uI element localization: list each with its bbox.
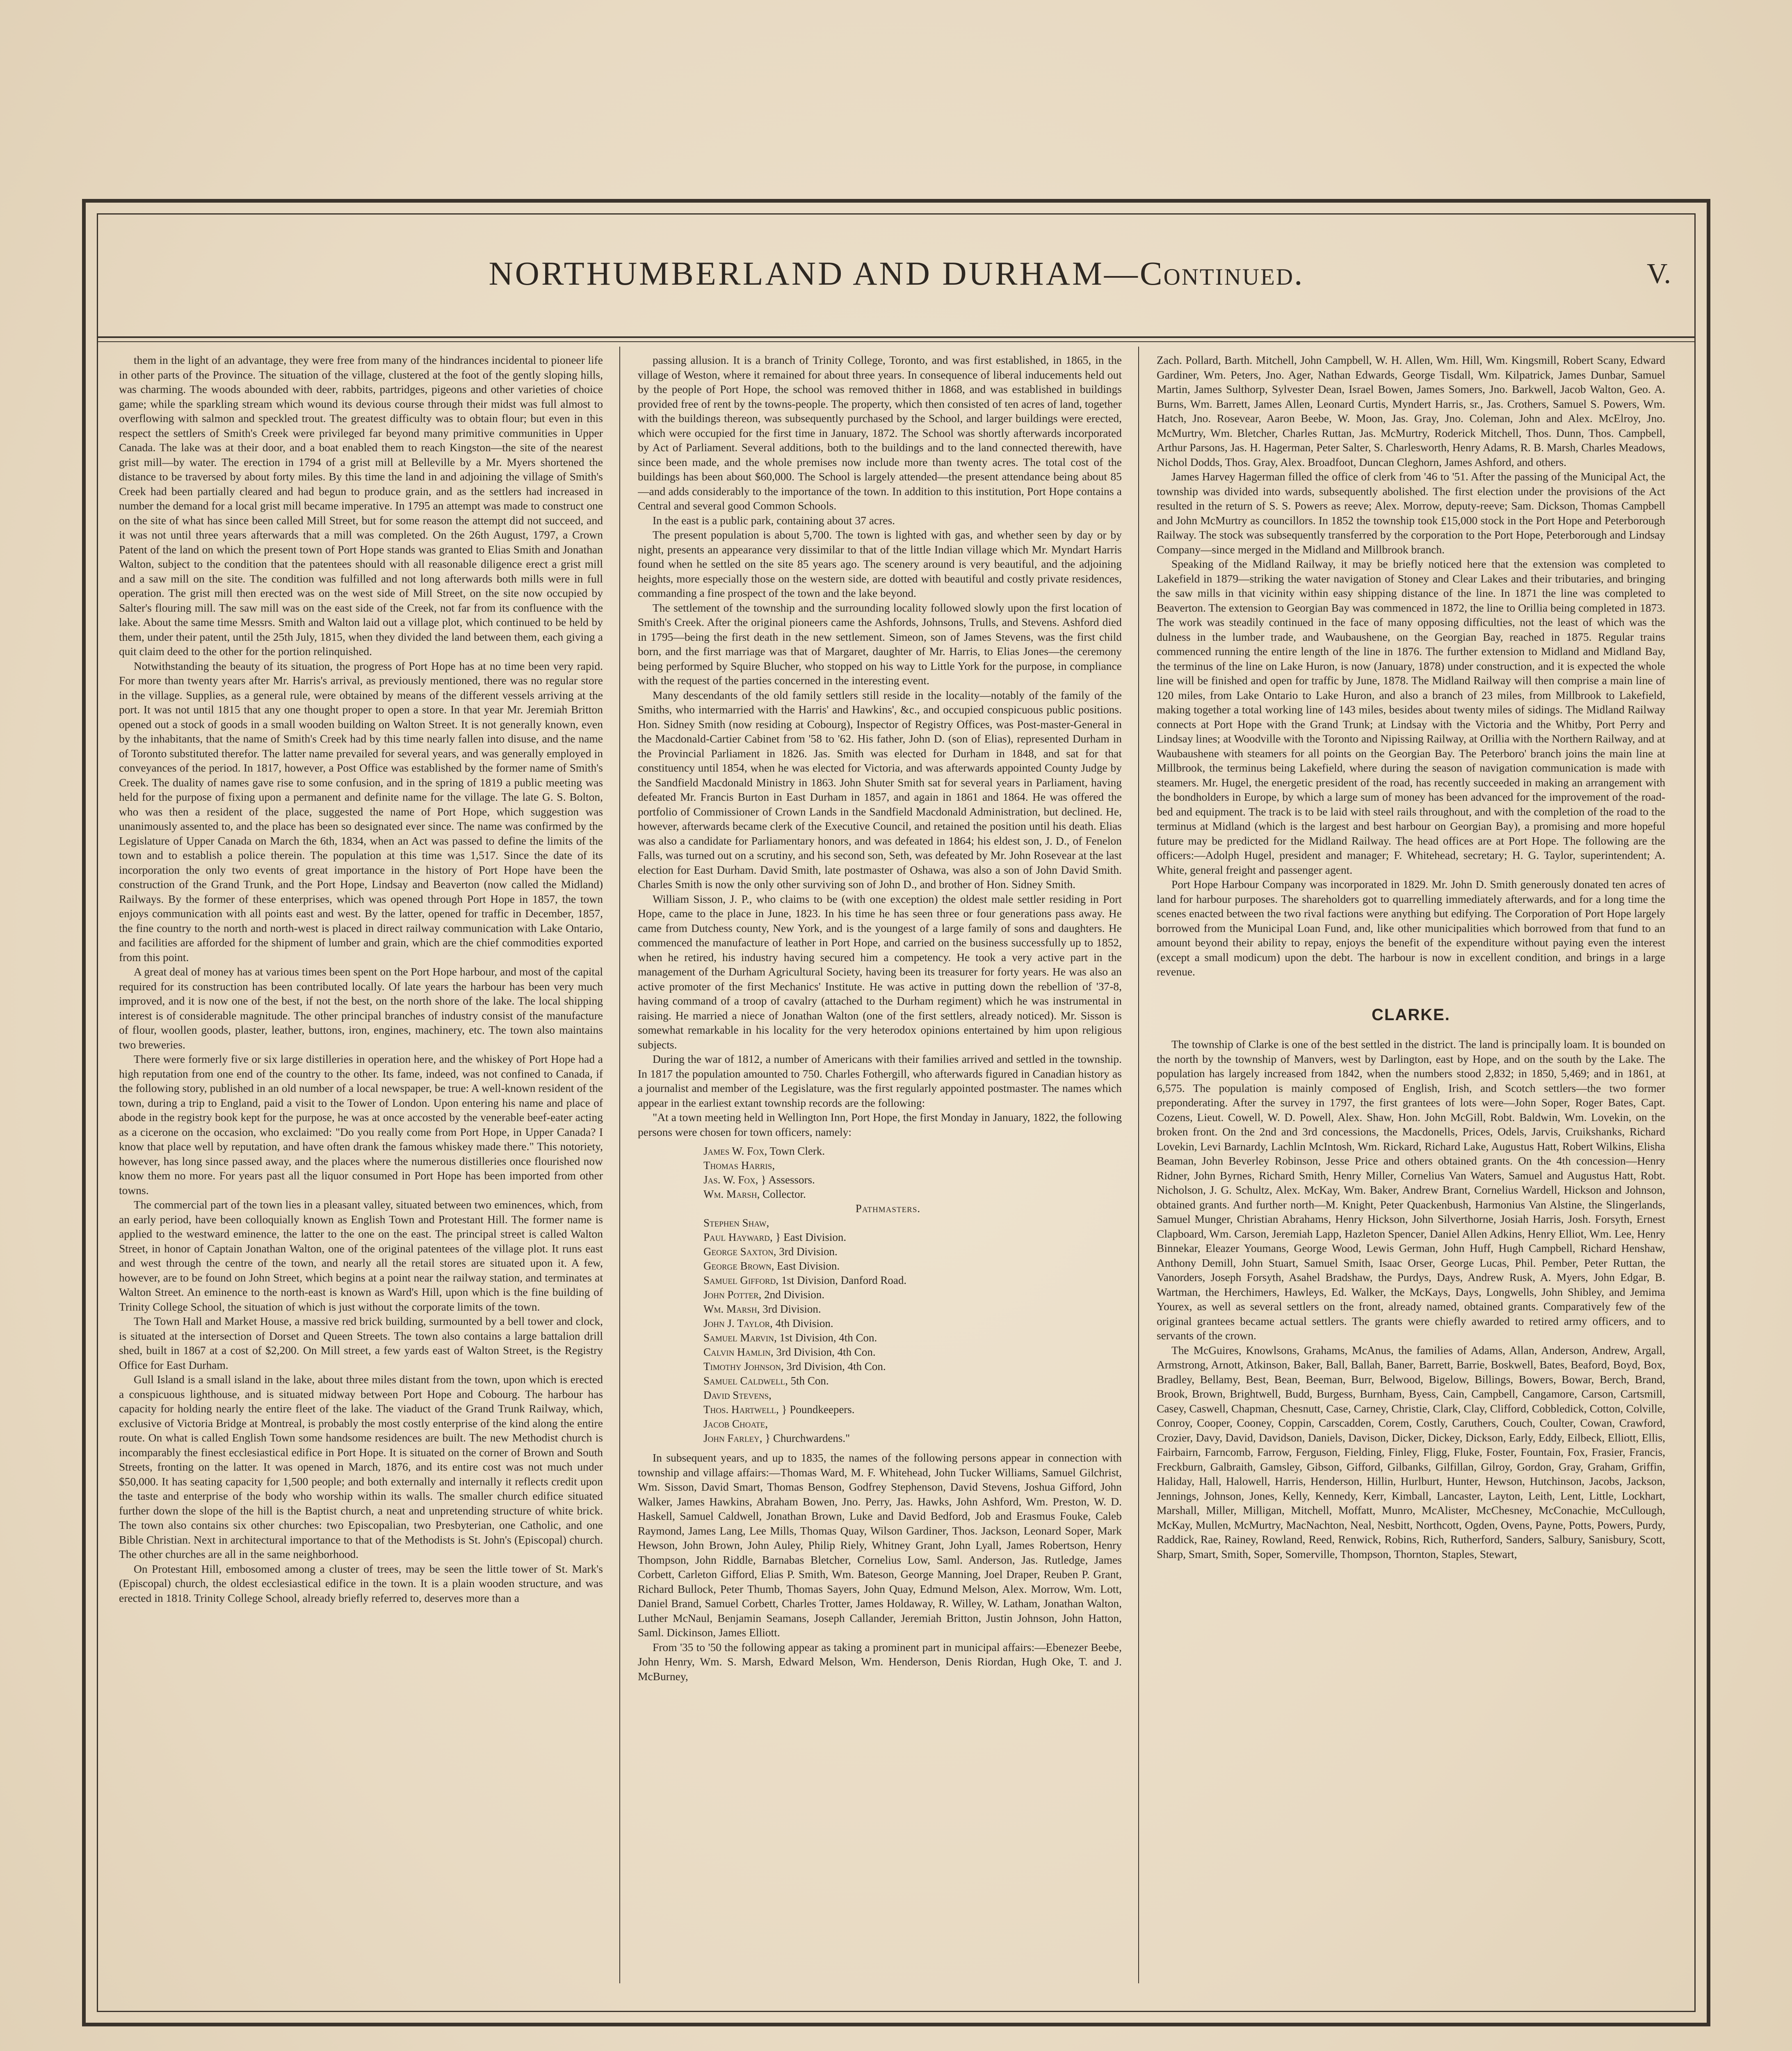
brace-icon: } bbox=[761, 1174, 767, 1186]
officer-name: George Saxton, bbox=[703, 1245, 776, 1258]
paragraph: The settlement of the township and the surrounding locality followed slowly upon the first location of Smith's Creek. After the original pioneers came the Ashfords, Johnsons, Trulls, and Stevens. Ashford died in 1795—being the first death in the new settlement. Simeon, son of James Stevens, was the first child born, and the first marriage was that of Margaret, daughter of Mr. Harris, to Elias Jones—the ceremony being performed by Squire Blucher, who stopped on his way to Little York for the purpose, in compliance with the request of the parties concerned in the interesting event. bbox=[638, 601, 1122, 687]
text-column-3 bbox=[1157, 353, 1665, 1977]
paragraph: A great deal of money has at various times been spent on the Port Hope harbour, and most of the capital required for its construction has been contributed locally. Of late years the harbour has been very much improved, and it is now one of the best, if not the best, on the north shore of the lake. The local shipping interest is of considerable magnitude. The other principal branches of industry consist of the manufacture of flour, woollen goods, plaster, leather, buttons, iron, engines, machinery, etc. The town also maintains two breweries. bbox=[119, 965, 603, 1051]
brace-icon: } bbox=[765, 1432, 771, 1444]
officer-role: Churchwardens." bbox=[773, 1432, 850, 1444]
officer-row bbox=[703, 1288, 1122, 1302]
officer-row bbox=[703, 1245, 1122, 1259]
officer-row bbox=[703, 1388, 1122, 1402]
text-column-1 bbox=[119, 353, 603, 1977]
paragraph: Many descendants of the old family settlers still reside in the locality—notably of the family of the Smiths, who intermarried with the Harris' and Hawkins', &c., and occupied conspicuous public positions. Hon. Sidney Smith (now residing at Cobourg), Inspector of Registry Offices, was Post-master-General in the Macdonald-Cartier Cabinet from '58 to '62. His father, John D. (son of Elias), represented Durham in the Provincial Parliament in 1826. Jas. Smith was elected for Durham in 1848, and sat for that constituency until 1854, when he was elected for Victoria, and was afterwards appointed County Judge by the Sandfield Macdonald Ministry in 1863. John Shuter Smith sat for several years in Parliament, having defeated Mr. Francis Burton in East Durham in 1857, and again in 1861 and 1864. He was offered the portfolio of Commissioner of Crown Lands in the Sandfield Macdonald Administration, but declined. He, however, afterwards became clerk of the Executive Council, and retained the position until his death. Elias was also a candidate for Parliamentary honors, and was defeated in 1864; his eldest son, J. D., of Fenelon Falls, was turned out on a scrutiny, and his second son, Seth, was defeated by Mr. John Rosevear at the last election for East Durham. David Smith, late postmaster of Oshawa, was also a son of John David Smith. Charles Smith is now the only other surviving son of John D., and brother of Hon. Sidney Smith. bbox=[638, 688, 1122, 891]
officer-role: 2nd Division. bbox=[764, 1288, 825, 1301]
title-continued: Continued. bbox=[1139, 255, 1304, 292]
officer-role: 3rd Division. bbox=[762, 1303, 821, 1315]
officer-row bbox=[703, 1144, 1122, 1158]
officer-row bbox=[703, 1173, 1122, 1187]
officer-row bbox=[703, 1187, 1122, 1201]
officer-name: Wm. Marsh, bbox=[703, 1188, 760, 1200]
paragraph: William Sisson, J. P., who claims to be (with one exception) the oldest male settler residing in Port Hope, came to the place in June, 1823. In his time he has seen three or four generations pass away. He came from Dutchess county, New York, and is the youngest of a large family of sons and daughters. He commenced the manufacture of leather in Port Hope, and carried on the business successfully up to 1852, when he retired, his industry having secured him a competency. He took a very active part in the management of the Durham Agricultural Society, having been its treasurer for forty years. He was also an active promoter of the first Mechanics' Institute. He was active in putting down the rebellion of '37-8, having command of a troop of cavalry (attached to the Durham regiment) which he was instrumental in raising. He married a niece of Jonathan Walton (one of the first settlers, already noticed). Mr. Sisson is somewhat remarkable in his locality for the very heterodox opinions entertained by him upon religious subjects. bbox=[638, 892, 1122, 1051]
officer-role: East Division. bbox=[777, 1260, 840, 1272]
page-title bbox=[97, 254, 1696, 293]
officer-name: Samuel Marvin, bbox=[703, 1332, 777, 1344]
officer-row bbox=[703, 1374, 1122, 1388]
officer-row bbox=[703, 1345, 1122, 1359]
paragraph: The present population is about 5,700. The town is lighted with gas, and whether seen by day or by night, presents an appearance very dissimilar to that of the little Indian village which Mr. Myndart Harris found when he settled on the site 85 years ago. The scenery around is very beautiful, and the adjoining heights, more especially those on the western side, are dotted with beautiful and costly private residences, commanding a fine prospect of the town and the lake beyond. bbox=[638, 528, 1122, 599]
paragraph: passing allusion. It is a branch of Trinity College, Toronto, and was first established, in 1865, in the village of Weston, where it remained for about three years. In consequence of liberal inducements held out by the people of Port Hope, the school was removed thither in 1868, and was established in buildings provided free of rent by the towns-people. The property, which then consisted of ten acres of land, together with the buildings thereon, was subsequently purchased by the School, and larger buildings were erected, which were occupied for the first time in January, 1872. The School was shortly afterwards incorporated by Act of Parliament. Several additions, both to the buildings and to the land connected therewith, have since been made, and the whole premises now include more than twenty acres. The total cost of the buildings has been about $60,000. The School is largely attended—the present attendance being about 85—and adds considerably to the importance of the town. In addition to this institution, Port Hope contains a Central and several good Common Schools. bbox=[638, 354, 1122, 512]
officer-row bbox=[703, 1273, 1122, 1288]
officer-role: Assessors. bbox=[768, 1174, 815, 1186]
officer-name: Stephen Shaw, bbox=[703, 1217, 769, 1229]
paragraph: Gull Island is a small island in the lake, about three miles distant from the town, upon which is erected a conspicuous lighthouse, and is situated midway between Port Hope and Cobourg. The harbour has capacity for holding nearly the entire fleet of the lake. The viaduct of the Grand Trunk Railway, which, exclusive of Victoria Bridge at Montreal, is probably the most costly enterprise of the kind along the entire route. On what is called English Town some handsome residences are built. The new Methodist church is incomparably the finest ecclesiastical edifice in Port Hope. It is situated on the corner of Brown and South Streets, fronting on the latter. It was opened in March, 1876, and its entire cost was not much under $50,000. It has seating capacity for 1,500 people; and both externally and internally it reflects credit upon the taste and enterprise of the body who worship within its walls. The smaller church edifice situated further down the slope of the hill is the Baptist church, a neat and unpretending structure of white brick. The town also contains six other churches: two Episcopalian, two Presbyterian, one Catholic, and one Bible Christian. Next in architectural importance to that of the Methodists is St. John's (Episcopal) church. The other churches are all in the same neighborhood. bbox=[119, 1373, 603, 1560]
paragraph: The commercial part of the town lies in a pleasant valley, situated between two eminences, which, from an early period, have been colloquially known as English Town and Protestant Hill. The former name is applied to the westward eminence, the latter to the one on the east. The principal street is called Walton Street, in honor of Captain Jonathan Walton, one of the original patentees of the village plot. It runs east and west through the centre of the town, and nearly all the retail stores are situated upon it. A few, however, are to be found on John Street, which begins at a point near the railway station, and terminates at Walton Street. An eminence to the north-east is known as Ward's Hill, upon which is the fine building of Trinity College School, the situation of which is just without the corporate limits of the town. bbox=[119, 1198, 603, 1313]
paragraph: On Protestant Hill, embosomed among a cluster of trees, may be seen the little tower of St. Mark's (Episcopal) church, the oldest ecclesiastical edifice in the town. It is a plain wooden structure, and was erected in 1818. Trinity College School, already briefly referred to, deserves more than a bbox=[119, 1562, 603, 1604]
officer-role: 1st Division, 4th Con. bbox=[779, 1332, 877, 1344]
officer-name: Samuel Caldwell, bbox=[703, 1375, 788, 1387]
officer-name: Timothy Johnson, bbox=[703, 1360, 784, 1373]
officer-name: Jas. W. Fox, bbox=[703, 1174, 758, 1186]
officer-role: 3rd Division, 4th Con. bbox=[776, 1346, 876, 1358]
paragraph: Notwithstanding the beauty of its situation, the progress of Port Hope has at no time been very rapid. For more than twenty years after Mr. Harris's arrival, as previously mentioned, there was no regular store in the village. Supplies, as a general rule, were obtained by means of the different vessels arriving at the port. It was not until 1815 that any one thought proper to open a store. In that year Mr. Jeremiah Britton opened out a stock of goods in a small wooden building on Walton Street. It is not generally known, even by the inhabitants, that the name of Smith's Creek had by this time nearly fallen into disuse, and the name of Toronto substituted therefor. The latter name prevailed for several years, and was generally employed in conveyances of the period. In 1817, however, a Post Office was established by the former name of Smith's Creek. The duality of names gave rise to some confusion, and in the spring of 1819 a public meeting was held for the purpose of fixing upon a permanent and definite name for the village. The late G. S. Bolton, who was then a resident of the place, suggested the name of Port Hope, which suggestion was unanimously assented to, and the place has been so designated ever since. The name was confirmed by the Legislature of Upper Canada on March the 6th, 1834, when an Act was passed to define the limits of the town and to establish a police therein. The population at this time was 1,517. Since the date of its incorporation the only two events of great importance in the history of Port Hope have been the construction of the Grand Trunk, and the Port Hope, Lindsay and Beaverton (now called the Midland) Railways. By the former of these enterprises, which was opened through Port Hope in 1857, the town enjoys communication with all points east and west. By the latter, opened for traffic in December, 1857, the fine country to the north and north-west is placed in direct railway communication with Lake Ontario, and facilities are afforded for the shipment of lumber and grain, which are the chief commodities exported from this point. bbox=[119, 659, 603, 964]
officer-role: 3rd Division. bbox=[779, 1245, 838, 1258]
officer-role: Collector. bbox=[762, 1188, 806, 1200]
officer-name: John J. Taylor, bbox=[703, 1317, 773, 1329]
paragraph: From '35 to '50 the following appear as taking a prominent part in municipal affairs:—Ebenezer Beebe, John Henry, Wm. S. Marsh, Edward Melson, Wm. Henderson, Denis Riordan, Hugh Oke, T. and J. McBurney, bbox=[638, 1640, 1122, 1683]
officer-role: 1st Division, Danford Road. bbox=[781, 1274, 907, 1286]
officer-row bbox=[703, 1230, 1122, 1245]
page-number: V. bbox=[1646, 258, 1671, 290]
officer-name: Thomas Harris, bbox=[703, 1159, 775, 1172]
officer-row bbox=[703, 1158, 1122, 1173]
officer-row bbox=[703, 1402, 1122, 1417]
title-main: NORTHUMBERLAND AND DURHAM— bbox=[489, 255, 1140, 292]
paragraph: Port Hope Harbour Company was incorporated in 1829. Mr. John D. Smith generously donated ten acres of land for harbour purposes. The shareholders got to quarrelling immediately afterwards, and for a long time the scenes enacted between the two rival factions were anything but edifying. The Corporation of Port Hope largely borrowed from the Municipal Loan Fund, and, like other municipalities which borrowed from that fund to an amount beyond their ability to repay, enjoys the benefit of the expenditure without paying even the interest (except a small modicum) upon the debt. The harbour is now in excellent condition, and brings in a large revenue. bbox=[1157, 878, 1665, 978]
officer-name: Paul Hayward, bbox=[703, 1231, 773, 1243]
officer-row bbox=[703, 1302, 1122, 1316]
officer-row bbox=[703, 1431, 1122, 1446]
officer-row bbox=[703, 1316, 1122, 1331]
officer-name: John Farley, bbox=[703, 1432, 762, 1444]
officer-name: David Stevens, bbox=[703, 1389, 772, 1401]
officer-role: 3rd Division, 4th Con. bbox=[786, 1360, 886, 1373]
brace-icon: } bbox=[781, 1403, 787, 1416]
paragraph: James Harvey Hagerman filled the office of clerk from '46 to '51. After the passing of the Municipal Act, the township was divided into wards, subsequently abolished. The first election under the provisions of the Act resulted in the return of S. S. Powers as reeve; Alex. Morrow, deputy-reeve; Sam. Dickson, Thomas Campbell and John McMurtry as councillors. In 1852 the township took £15,000 stock in the Port Hope and Peterborough Railway. The stock was subsequently transferred by the corporation to the Port Hope, Peterborough and Lindsay Company—since merged in the Midland and Millbrook branch. bbox=[1157, 470, 1665, 556]
officer-role: Town Clerk. bbox=[769, 1145, 825, 1157]
paragraph: The McGuires, Knowlsons, Grahams, McAnus, the families of Adams, Allan, Anderson, Andrew, Argall, Armstrong, Arnott, Atkinson, Baker, Ball, Ballah, Baner, Barrett, Barrie, Boskwell, Bates, Beaford, Boyd, Box, Bradley, Bellamy, Best, Bean, Beeman, Burr, Belwood, Bigelow, Billings, Bowers, Bowar, Berch, Brand, Brook, Brown, Brightwell, Budd, Burgess, Burnham, Byess, Cain, Campbell, Cangamore, Carson, Cartsmill, Casey, Caswell, Chapman, Chesnutt, Case, Carney, Christie, Clark, Clay, Clifford, Cobbledick, Cotton, Colville, Conroy, Cooper, Cooney, Coppin, Carscadden, Corem, Costly, Caruthers, Couch, Coulter, Cowan, Crawford, Crozier, Davy, David, Davidson, Daniels, Davison, Dicker, Dickey, Dickson, Early, Eddy, Eilbeck, Elliott, Ellis, Fairbairn, Farncomb, Farrow, Ferguson, Fielding, Finley, Fligg, Fluke, Foster, Fountain, Fox, Frasier, Francis, Freckburn, Galbraith, Gamsley, Gibson, Gifford, Gilbanks, Gilfillan, Gilroy, Gordon, Gray, Graham, Griffin, Haliday, Hall, Halowell, Harris, Henderson, Hillin, Hurlburt, Hunter, Hewson, Hutchinson, Jacobs, Jackson, Jennings, Johnson, Jones, Kelly, Kennedy, Kerr, Kimball, Lancaster, Layton, Leith, Lent, Little, Lockhart, Marshall, Miller, Milligan, Mitchell, Moffatt, Munro, McAlister, McChesney, McConachie, McCullough, McKay, Mullen, McMurtry, MacNachton, Neal, Nesbitt, Northcott, Ogden, Ovens, Payne, Potts, Powers, Purdy, Raddick, Rae, Rainey, Rowland, Reed, Renwick, Robins, Rich, Rutherford, Sanders, Salbury, Sanisbury, Scott, Sharp, Smart, Smith, Soper, Somerville, Thompson, Thornton, Staples, Stewart, bbox=[1157, 1343, 1665, 1560]
officer-role: 5th Con. bbox=[790, 1375, 829, 1387]
paragraph: "At a town meeting held in Wellington Inn, Port Hope, the first Monday in January, 1822, the following persons were chosen for town officers, namely: bbox=[638, 1111, 1122, 1138]
officer-row bbox=[703, 1331, 1122, 1345]
paragraph: The Town Hall and Market House, a massive red brick building, surmounted by a bell tower and clock, is situated at the intersection of Dorset and Queen Streets. The town also contains a large battalion drill shed, built in 1867 at a cost of $2,200. On Mill street, a few yards east of Walton Street, is the Registry Office for East Durham. bbox=[119, 1315, 603, 1371]
officer-name: George Brown, bbox=[703, 1260, 774, 1272]
paragraph: Speaking of the Midland Railway, it may be briefly noticed here that the extension was completed to Lakefield in 1879—striking the water navigation of Stoney and Clear Lakes and their tributaries, and bringing the saw mills in that vicinity within easy shipping distance of the line. In 1871 the line was completed to Beaverton. The extension to Georgian Bay was commenced in 1872, the line to Orillia being completed in 1873. The work was steadily continued in the face of many opposing difficulties, not the least of which was the dulness in the lumber trade, and Waubaushene, on the Georgian Bay, reached in 1875. Regular trains commenced running the entire length of the line in 1876. The further extension to Midland and Midland Bay, the terminus of the line on Lake Huron, is now (January, 1878) under construction, and it is expected the whole line will be finished and open for traffic by June, 1878. The Midland Railway will then comprise a main line of 120 miles, from Lake Ontario to Lake Huron, and also a branch of 23 miles, from Millbrook to Lakefield, making together a total working line of 143 miles, besides about twenty miles of sidings. The Midland Railway connects at Port Hope with the Grand Trunk; at Lindsay with the Victoria and the Whitby, Port Perry and Lindsay lines; at Woodville with the Toronto and Nipissing Railway, at Orillia with the Northern Railway, and at Waubaushene with steamers for all points on the Georgian Bay. The Peterboro' branch joins the main line at Millbrook, the terminus being Lakefield, where during the season of navigation communication is made with steamers. Mr. Hugel, the energetic president of the road, has recently succeeded in making an arrangement with the bondholders in Europe, by which a large sum of money has been advanced for the improvement of the road-bed and equipment. The track is to be laid with steel rails throughout, and with the completion of the road to the terminus at Midland (which is the largest and best harbour on Georgian Bay), a promising and more hopeful future may be predicted for the Midland Railway. The head offices are at Port Hope. The following are the officers:—Adolph Hugel, president and manager; F. Whitehead, secretary; H. G. Taylor, superintendent; A. White, general freight and passenger agent. bbox=[1157, 557, 1665, 876]
officer-role: Poundkeepers. bbox=[790, 1403, 855, 1416]
pathmasters-heading: Pathmasters. bbox=[855, 1202, 921, 1215]
paragraph: There were formerly five or six large distilleries in operation here, and the whiskey of Port Hope had a high reputation from one end of the country to the other. Its fame, indeed, was not confined to Canada, if the following story, published in an old number of a local newspaper, be true: A well-known resident of the town, during a trip to England, paid a visit to the Tower of London. Upon entering his name and place of abode in the registry book kept for the purpose, he was at once accosted by the venerable beef-eater acting as a cicerone on the occasion, who exclaimed: "Do you really come from Port Hope, in Upper Canada? I know that place well by reputation, and have often drank the famous whiskey made there." This notoriety, however, has long since passed away, and the places where the numerous distilleries once flourished now know them no more. For years past all the liquor consumed in Port Hope has been imported from other towns. bbox=[119, 1053, 603, 1197]
column-divider-2 bbox=[1138, 347, 1139, 1983]
officer-name: Calvin Hamlin, bbox=[703, 1346, 774, 1358]
brace-icon: } bbox=[775, 1231, 781, 1243]
paragraph: The township of Clarke is one of the best settled in the district. The land is principally loam. It is bounded on the north by the township of Manvers, west by Darlington, east by Hope, and on the south by the Lake. The population has largely increased from 1842, when the numbers stood 2,832; in 1850, 5,469; and in 1861, at 6,575. The population is mainly composed of English, Irish, and Scotch settlers—the two former preponderating. After the survey in 1797, the first grantees of lots were—John Soper, Roger Bates, Capt. Cozens, Lieut. Cowell, W. D. Powell, Alex. Shaw, Hon. John McGill, Robt. Baldwin, Wm. Lovekin, on the broken front. On the 2nd and 3rd concessions, the Macdonells, Prices, Odels, Jarvis, Cruikshanks, Richard Lovekin, Levi Barnardy, Lachlin McIntosh, Wm. Rickard, Richard Lake, Augustus Hatt, Robert Wilkins, Elisha Beaman, John Beverley Robinson, Jesse Price and others obtained grants. On the 4th concession—Henry Ridner, John Byrnes, Richard Smith, Henry Miller, Cornelius Van Waters, Samuel and Augustus Hatt, Robt. Nicholson, J. G. Schultz, Alex. McKay, Wm. Baker, Andrew Brant, Cornelius Wardell, Hickson and Johnson, obtained grants. And further north—M. Knight, Peter Quackenbush, Harmonius Van Alstine, the Slingerlands, Samuel Munger, Christian Abrahams, Henry Hickson, John Silverthorne, Josiah Harris, Josh. Forsyth, Ernest Clapboard, Wm. Carson, Jeremiah Lapp, Hazleton Spencer, Daniel Allen Adkins, Henry Elliot, Wm. Lee, Henry Binnekar, Eleazer Youmans, George Wood, Lewis German, John Huff, Hugh Campbell, Richard Henshaw, Anthony Demill, John Stuart, Samuel Smith, Isaac Orser, George Lucas, Phil. Pember, Peter Ruttan, the Vanorders, Joseph Forsyth, Asahel Bradshaw, the Purdys, Days, Andrew Rusk, A. Myers, John Edgar, B. Wartman, the Herchimers, Hawleys, Ed. Walker, the McKays, Days, Longwells, John Shibley, and Jemima Yourex, as well as several settlers on the front, already named, obtained grants. Comparatively few of the original grantees became actual settlers. The grants were chiefly awarded to retired army officers, and to servants of the crown. bbox=[1157, 1038, 1665, 1342]
officer-role: 4th Division. bbox=[775, 1317, 833, 1329]
officer-name: John Potter, bbox=[703, 1288, 762, 1301]
text-column-2 bbox=[638, 353, 1122, 1977]
officer-row bbox=[703, 1259, 1122, 1273]
header-rule bbox=[97, 336, 1696, 338]
header-rule-thin bbox=[97, 341, 1696, 342]
officer-row bbox=[703, 1417, 1122, 1431]
section-heading-clarke: CLARKE. bbox=[1372, 1005, 1450, 1024]
officer-name: Thos. Hartwell, bbox=[703, 1403, 779, 1416]
town-officers-list bbox=[703, 1144, 1122, 1446]
officer-name: Wm. Marsh, bbox=[703, 1303, 760, 1315]
paragraph: During the war of 1812, a number of Americans with their families arrived and settled in the township. In 1817 the population amounted to 750. Charles Fothergill, who afterwards figured in Canadian history as a journalist and member of the Legislature, was the first regularly appointed postmaster. The names which appear in the earliest extant township records are the following: bbox=[638, 1053, 1122, 1109]
officer-row bbox=[703, 1359, 1122, 1374]
paragraph: them in the light of an advantage, they were free from many of the hindrances incidental to pioneer life in other parts of the Province. The situation of the village, clustered at the foot of the gently sloping hills, was charming. The woods abounded with deer, rabbits, partridges, pigeons and other varieties of choice game; while the sparkling stream which wound its devious course through their midst was full almost to overflowing with salmon and speckled trout. The greatest difficulty was to obtain flour; but even in this respect the settlers of Smith's Creek were privileged far beyond many primitive communities in Upper Canada. The lake was at their door, and a boat enabled them to reach Kingston—the site of the nearest grist mill—by water. The erection in 1794 of a grist mill at Belleville by a Mr. Myers shortened the distance to be traversed by about forty miles. By this time the land in and adjoining the village of Smith's Creek had been partially cleared and had begun to produce grain, and as the settlers had increased in number the demand for a local grist mill became imperative. In 1795 an attempt was made to construct one on the site of what has since been called Mill Street, but for some reason the attempt did not succeed, and it was not until three years afterwards that a mill was completed. On the 26th August, 1797, a Crown Patent of the land on which the present town of Port Hope stands was granted to Elias Smith and Jonathan Walton, subject to the condition that the patentees should with all reasonable diligence erect a grist mill and a saw mill on the site. The condition was fulfilled and not long afterwards both mills were in full operation. The grist mill then erected was on the west side of Mill Street, on the site now occupied by Salter's flouring mill. The saw mill was on the east side of the Creek, not far from its confluence with the lake. About the same time Messrs. Smith and Walton laid out a village plot, which continued to be held by them, under their patent, until the 25th July, 1815, when they divided the land between them, each giving a quit claim deed to the other for the portion relinquished. bbox=[119, 354, 603, 658]
paragraph: Zach. Pollard, Barth. Mitchell, John Campbell, W. H. Allen, Wm. Hill, Wm. Kingsmill, Robert Scany, Edward Gardiner, Wm. Peters, Jno. Ager, Nathan Edwards, George Tisdall, Wm. Kilpatrick, James Dunbar, Samuel Martin, James Sulthorp, Sylvester Dean, Israel Bowen, James Somers, Jno. Barkwell, Jacob Walton, Geo. A. Burns, Wm. Barrett, James Allen, Leonard Curtis, Myndert Harris, sr., Jas. Crothers, Samuel S. Powers, Wm. Hatch, Jno. Rosevear, Aaron Beebe, W. Moon, Jas. Gray, Jno. Coleman, John and Alex. McElroy, Jno. McMurtry, Wm. Bletcher, Charles Ruttan, Jas. McMurtry, Roderick Mitchell, Thos. Dunn, Thos. Campbell, Arthur Parsons, Jas. H. Hagerman, Peter Salter, S. Charlesworth, Henry Adams, R. B. Marsh, Charles Meadows, Nichol Dodds, Thos. Gray, Alex. Broadfoot, Duncan Cleghorn, James Ashford, and others. bbox=[1157, 354, 1665, 468]
officer-name: Jacob Choate, bbox=[703, 1418, 768, 1430]
paragraph: In subsequent years, and up to 1835, the names of the following persons appear in connection with township and village affairs:—Thomas Ward, M. F. Whitehead, John Tucker Williams, Samuel Gilchrist, Wm. Sisson, David Smart, Thomas Benson, Godfrey Stephenson, David Stevens, Joshua Gifford, John Walker, James Hawkins, Abraham Bowen, Jno. Perry, Jas. Hawks, John Ashford, Wm. Preston, W. D. Haskell, Samuel Caldwell, Jonathan Brown, Luke and David Bedford, Job and Erasmus Fouke, Caleb Raymond, James Lang, Lee Mills, Thomas Quay, Wilson Gardiner, Thos. Jackson, Leonard Soper, Mark Hewson, John Brown, John Auley, Philip Riely, Whitney Grant, John Lyall, James Robertson, Henry Thompson, John Riddle, Barnabas Bletcher, Cornelius Low, Saml. Anderson, Jas. Rutledge, James Corbett, Carleton Gifford, Elias P. Smith, Wm. Bateson, George Manning, Joel Draper, Reuben P. Grant, Richard Bullock, Peter Thumb, Thomas Sayers, John Quay, Edmund Melson, Alex. Morrow, Wm. Lott, Daniel Brand, Samuel Corbett, Charles Trotter, James Holdaway, R. Willey, W. Latham, Jonathan Walton, Luther McNaul, Benjamin Seamans, Joseph Callander, Jeremiah Britton, Justin Johnson, John Hatton, Saml. Dickinson, James Elliott. bbox=[638, 1451, 1122, 1639]
officer-name: Samuel Gifford, bbox=[703, 1274, 779, 1286]
column-divider-1 bbox=[619, 347, 620, 1983]
officer-name: James W. Fox, bbox=[703, 1145, 767, 1157]
paragraph: In the east is a public park, containing about 37 acres. bbox=[653, 514, 895, 527]
officer-role: East Division. bbox=[783, 1231, 847, 1243]
page-header bbox=[97, 246, 1696, 312]
officer-row bbox=[703, 1216, 1122, 1230]
